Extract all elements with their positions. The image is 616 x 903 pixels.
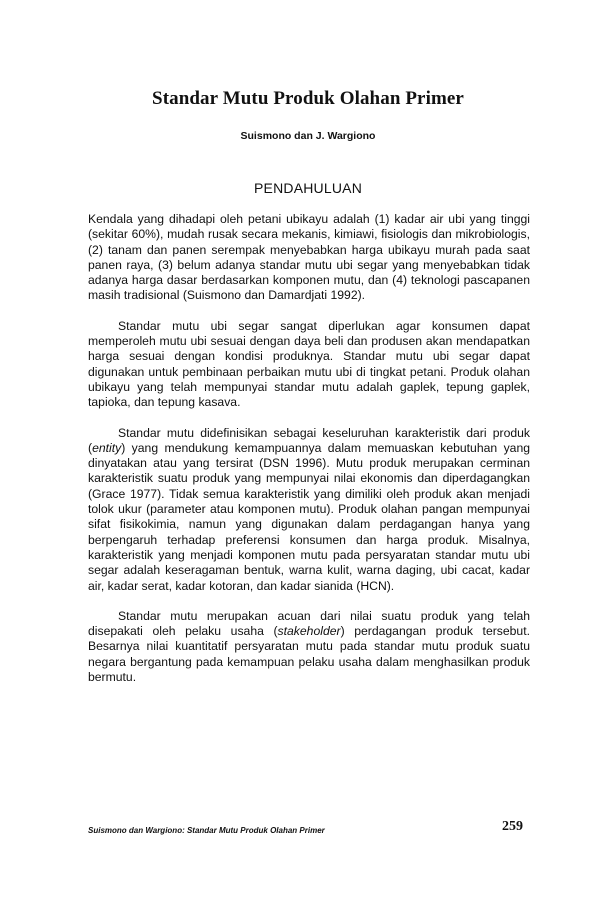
body-text — [88, 212, 530, 700]
paragraph-4-emphasis: stakeholder — [277, 624, 341, 639]
paragraph-2: Standar mutu ubi segar sangat diperlukan agar konsumen dapat memperoleh mutu ubi sesuai dengan daya beli dan produsen akan mendapatkan harga sesuai dengan kondisi produknya. Standar mutu ubi segar dapat digunakan untuk pembinaan perbaikan mutu ubi di tingkat petani. Produk olahan ubikayu yang telah mempunyai standar mutu adalah gaplek, tepung gaplek, tapioka, dan tepung kasava. — [88, 318, 530, 410]
running-footer: Suismono dan Wargiono: Standar Mutu Produk Olahan Primer — [88, 826, 325, 835]
paragraph-4 — [88, 609, 530, 685]
page-number: 259 — [502, 819, 523, 834]
paragraph-4-text-b: ) perdagangan produk tersebut. Besarnya nilai kuantitatif persyaratan mutu pada standar mutu produk suatu negara bergantung pada kemampuan pelaku usaha dalam menghasilkan produk bermutu. — [88, 624, 530, 685]
author-line: Suismono dan J. Wargiono — [240, 130, 376, 142]
section-heading: PENDAHULUAN — [254, 180, 362, 196]
paragraph-3 — [88, 426, 530, 594]
paragraph-3-text-b: ) yang mendukung kemampuannya dalam memuaskan kebutuhan yang dinyatakan atau yang tersirat (DSN 1996). Mutu produk merupakan cerminan karakteristik suatu produk yang mempunyai nilai ekonomis dan diperdagangkan (Grace 1977). Tidak semua karakteristik yang dimiliki oleh produk akan menjadi tolok ukur (parameter atau komponen mutu). Produk olahan pangan mempunyai sifat fisikokimia, namun yang digunakan dalam perdagangan hanya yang berpengaruh terhadap preferensi konsumen dan harga produk. Misalnya, karakteristik yang menjadi komponen mutu pada persyaratan standar mutu ubi segar adalah keseragaman bentuk, warna kulit, warna daging, ubi cacat, kadar air, kadar serat, kadar kotoran, dan kadar sianida (HCN). — [88, 440, 530, 593]
paragraph-1: Kendala yang dihadapi oleh petani ubikayu adalah (1) kadar air ubi yang tinggi (sekitar 60%), mudah rusak secara mekanis, kimiawi, fisiologis dan mikrobiologis, (2) tanam dan panen serempak menyebabkan harga ubikayu murah pada saat panen raya, (3) belum adanya standar mutu ubi segar yang menyebabkan tidak adanya harga dasar berdasarkan komponen mutu, dan (4) teknologi pascapanen masih tradisional (Suismono dan Damardjati 1992). — [88, 212, 530, 303]
paper-title: Standar Mutu Produk Olahan Primer — [152, 88, 464, 109]
paragraph-3-emphasis: entity — [92, 440, 122, 455]
paragraph-4-text-a: Standar mutu merupakan acuan dari nilai suatu produk yang telah disepakati oleh pelaku usaha ( — [88, 608, 530, 639]
paragraph-3-text-a: Standar mutu didefinisikan sebagai keseluruhan karakteristik dari produk ( — [88, 425, 530, 455]
